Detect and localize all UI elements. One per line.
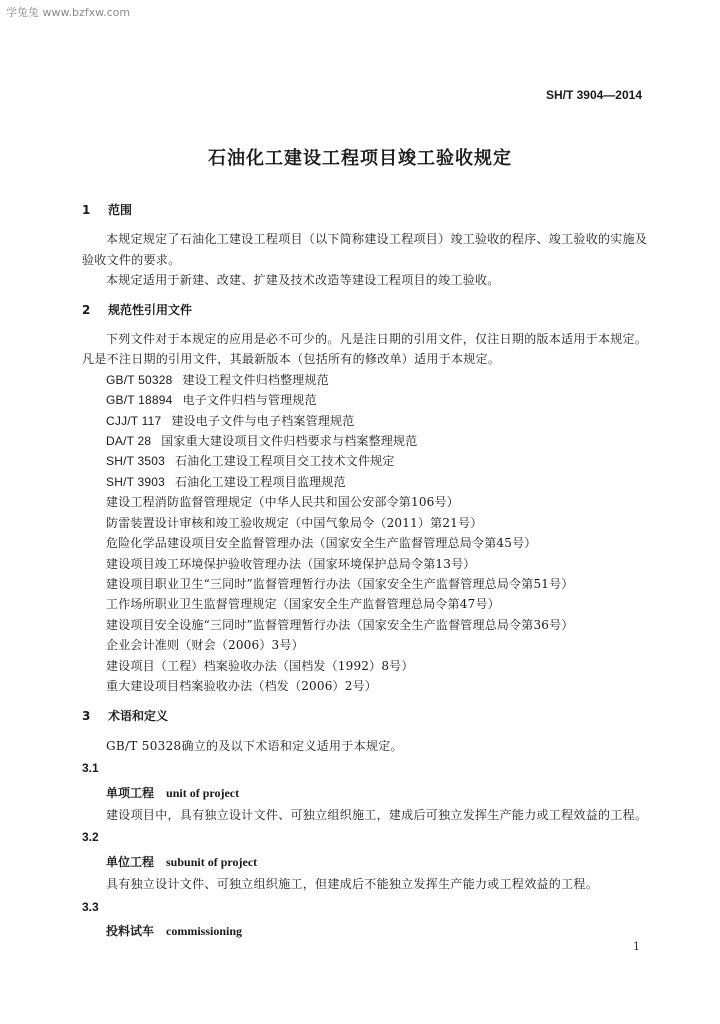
reference-item [82,533,652,553]
reference-title: 重大建设项目档案验收办法（档发（2006）2号） [106,678,377,693]
reference-item [82,431,652,451]
reference-title: 建设项目（工程）档案验收办法（国档发（1992）8号） [106,658,414,673]
reference-item [82,492,652,512]
term-number: 3.2 [82,830,99,845]
section-heading-references [82,300,652,320]
reference-item [82,472,652,492]
term-english: subunit of project [166,854,258,869]
reference-code: DA/T 28 [106,434,152,449]
reference-title: 建设工程消防监督管理规定（中华人民共和国公安部令第106号） [106,495,459,510]
section-number: 3 [82,709,91,724]
section-number: 2 [82,302,91,317]
term-chinese: 投料试车 [106,924,155,938]
reference-code: SH/T 3903 [106,474,165,489]
reference-title: 国家重大建设项目文件归档要求与档案整理规范 [161,434,418,449]
scope-paragraph: 本规定规定了石油化工建设工程项目（以下简称建设工程项目）竣工验收的程序、竣工验收的实施及验收文件的要求。 [82,232,648,267]
term-chinese: 单项工程 [106,785,155,800]
reference-title: 危险化学品建设项目安全监督管理办法（国家安全生产监督管理总局令第45号） [106,536,537,551]
reference-item [82,635,652,655]
reference-item [82,594,652,614]
reference-item [82,390,652,410]
reference-item [82,451,652,471]
term-title [82,783,652,803]
watermark: 学兔兔 www.bzfxw.com [6,6,131,19]
term-title [82,852,652,872]
reference-title: 建设工程文件归档整理规范 [182,372,329,387]
section-heading-scope [82,200,652,220]
reference-title: 工作场所职业卫生监督管理规定（国家安全生产监督管理总局令第47号） [106,597,500,612]
reference-title: 电子文件归档与管理规范 [182,393,317,408]
reference-list [82,370,652,697]
term-definition: 建设项目中，具有独立设计文件、可独立组织施工，建成后可独立发挥生产能力或工程效益的工程。 [106,807,648,822]
reference-item [82,513,652,533]
references-intro: 下列文件对于本规定的应用是必不可少的。凡是注日期的引用文件，仅注日期的版本适用于本规定。凡是不注日期的引用文件，其最新版本（包括所有的修改单）适用于本规定。 [82,332,648,367]
term-english: commissioning [166,924,243,938]
reference-title: 石油化工建设工程项目监理规范 [174,474,346,489]
section-heading-terms [82,706,652,726]
term-list [82,758,652,941]
term-english: unit of project [166,785,240,800]
reference-item [82,676,652,696]
reference-title: 建设项目安全设施“三同时”监督管理暂行办法（国家安全生产监督管理总局令第36号） [106,617,574,632]
reference-code: GB/T 18894 [106,393,173,408]
reference-code: CJJ/T 117 [106,413,162,428]
reference-item [82,615,652,635]
reference-title: 防雷装置设计审核和竣工验收规定（中国气象局令（2011）第21号） [106,515,483,530]
section-title: 术语和定义 [108,709,169,724]
reference-item [82,370,652,390]
reference-item [82,574,652,594]
scope-paragraph: 本规定适用于新建、改建、扩建及技术改造等建设工程项目的竣工验收。 [106,273,500,288]
term-chinese: 单位工程 [106,854,155,869]
document-body [82,200,652,943]
reference-title: 建设电子文件与电子档案管理规范 [171,413,355,428]
reference-title: 建设项目职业卫生“三同时”监督管理暂行办法（国家安全生产监督管理总局令第51号） [106,576,574,591]
page-number: 1 [633,940,640,953]
terms-intro: GB/T 50328确立的及以下术语和定义适用于本规定。 [106,738,403,753]
standard-code: SH/T 3904—2014 [545,88,642,102]
reference-code: SH/T 3503 [106,454,165,469]
reference-title: 石油化工建设工程项目交工技术文件规定 [174,454,395,469]
reference-code: GB/T 50328 [106,372,173,387]
term-definition: 具有独立设计文件、可独立组织施工，但建成后不能独立发挥生产能力或工程效益的工程。 [106,877,599,892]
section-title: 规范性引用文件 [108,302,193,317]
reference-title: 建设项目竣工环境保护验收管理办法（国家环境保护总局令第13号） [106,556,476,571]
term-number: 3.1 [82,761,99,776]
section-number: 1 [82,203,91,217]
section-title: 范围 [108,203,133,217]
reference-item [82,554,652,574]
reference-item [82,656,652,676]
term-number: 3.3 [82,899,99,914]
document-title: 石油化工建设工程项目竣工验收规定 [208,148,512,169]
reference-item [82,411,652,431]
reference-title: 企业会计准则（财会（2006）3号） [106,638,304,653]
term-title [82,921,652,941]
